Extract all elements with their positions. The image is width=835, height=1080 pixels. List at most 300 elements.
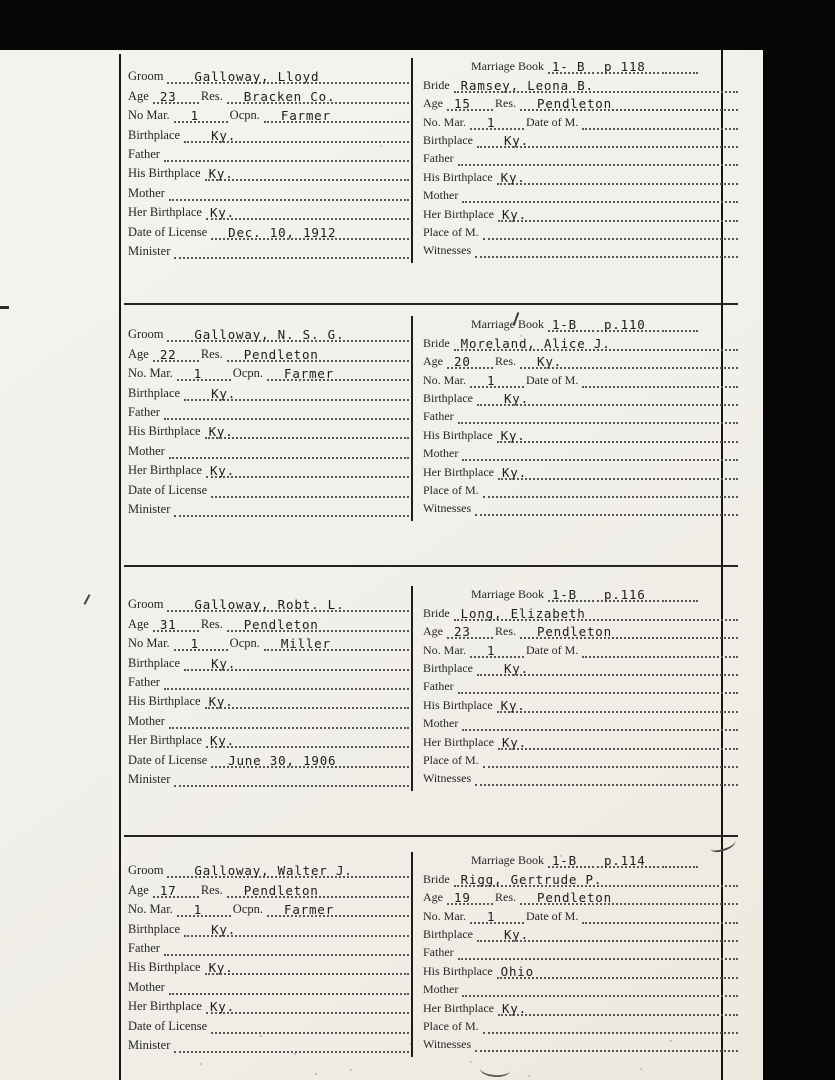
minister-row bbox=[128, 242, 411, 261]
no-mar-label: No. Mar. bbox=[423, 908, 466, 923]
res-label: Res. bbox=[200, 88, 223, 103]
birthplace-label: Birthplace bbox=[128, 921, 181, 936]
dotted-line bbox=[264, 106, 409, 123]
groom-age-res-row bbox=[128, 614, 411, 633]
bride-label: Bride bbox=[423, 335, 450, 350]
witnesses-row bbox=[423, 242, 740, 260]
bride-age-res-row bbox=[423, 353, 740, 371]
dotted-line bbox=[177, 364, 231, 381]
dotted-line bbox=[497, 962, 738, 979]
mother-label: Mother bbox=[128, 713, 165, 728]
dotted-line bbox=[548, 57, 594, 74]
marriage-record-3 bbox=[128, 586, 740, 791]
groom-her-birthplace-value: Ky. bbox=[209, 463, 235, 479]
age-label: Age bbox=[128, 882, 149, 897]
dotted-line bbox=[169, 442, 409, 459]
dotted-line bbox=[462, 444, 738, 461]
dotted-line bbox=[477, 925, 738, 942]
father-label: Father bbox=[128, 404, 160, 419]
bride-her-birthplace-value: Ky. bbox=[501, 206, 527, 222]
groom-mother-row bbox=[128, 441, 411, 460]
bride-his-birthplace-value: Ky. bbox=[500, 427, 526, 443]
groom-his-birthplace-row bbox=[128, 692, 411, 711]
groom-no-mar-value: 1 bbox=[193, 902, 203, 918]
birthplace-label: Birthplace bbox=[423, 390, 473, 405]
groom-mother-row bbox=[128, 711, 411, 730]
minister-row bbox=[128, 1036, 411, 1055]
dotted-line bbox=[582, 371, 738, 388]
groom-father-row bbox=[128, 673, 411, 692]
dotted-line bbox=[174, 1036, 409, 1053]
groom-birthplace-row bbox=[128, 383, 411, 402]
no-mar-label: No Mar. bbox=[128, 636, 170, 651]
groom-her-birthplace-value: Ky. bbox=[209, 205, 235, 221]
bride-father-row bbox=[423, 150, 740, 168]
no-mar-label: No. Mar. bbox=[423, 372, 466, 387]
ocpn-label: Ocpn. bbox=[229, 108, 260, 123]
dotted-line bbox=[177, 900, 231, 917]
dotted-line bbox=[662, 57, 698, 74]
dotted-line bbox=[548, 851, 594, 868]
her-birthplace-label: Her Birthplace bbox=[423, 206, 494, 221]
no-mar-label: No. Mar. bbox=[128, 366, 173, 381]
groom-her-birthplace-row bbox=[128, 997, 411, 1016]
witnesses-label: Witnesses bbox=[423, 771, 472, 786]
bride-column bbox=[413, 586, 740, 791]
bride-row bbox=[423, 604, 740, 622]
groom-birthplace-value: Ky. bbox=[211, 655, 237, 671]
dotted-line bbox=[520, 888, 738, 905]
groom-birthplace-value: Ky. bbox=[211, 127, 237, 143]
bride-his-birthplace-row bbox=[423, 168, 740, 186]
scan-artifact bbox=[480, 1061, 511, 1078]
marriage-book-label: Marriage Book bbox=[471, 59, 544, 74]
ocpn-label: Ocpn. bbox=[232, 366, 263, 381]
dotted-line bbox=[483, 223, 738, 240]
groom-row bbox=[128, 325, 411, 344]
res-label: Res. bbox=[495, 624, 516, 639]
dotted-line bbox=[454, 870, 738, 887]
bride-her-birthplace-row bbox=[423, 463, 740, 481]
dotted-line bbox=[458, 407, 738, 424]
bride-mother-row bbox=[423, 715, 740, 733]
dotted-line bbox=[447, 352, 493, 369]
dotted-line bbox=[184, 384, 409, 401]
age-label: Age bbox=[423, 96, 443, 111]
bride-father-row bbox=[423, 678, 740, 696]
his-birthplace-label: His Birthplace bbox=[128, 166, 201, 181]
witnesses-row bbox=[423, 500, 740, 518]
bride-mother-row bbox=[423, 445, 740, 463]
groom-res-value: Pendleton bbox=[243, 616, 319, 632]
groom-res-value: Pendleton bbox=[243, 346, 319, 362]
dotted-line bbox=[169, 184, 409, 201]
bride-birthplace-value: Ky. bbox=[503, 660, 529, 676]
bride-no-mar-value: 1 bbox=[487, 908, 496, 924]
groom-father-row bbox=[128, 939, 411, 958]
dotted-line bbox=[662, 585, 698, 602]
dotted-line bbox=[497, 426, 738, 443]
dotted-line bbox=[164, 673, 409, 690]
groom-label: Groom bbox=[128, 327, 164, 342]
birthplace-label: Birthplace bbox=[128, 385, 181, 400]
bride-column bbox=[413, 58, 740, 263]
dotted-line bbox=[498, 463, 738, 480]
marriage-book-page-value: p.110 bbox=[603, 317, 646, 333]
dotted-line bbox=[475, 1035, 738, 1052]
groom-row bbox=[128, 67, 411, 86]
dotted-line bbox=[164, 939, 409, 956]
marriage-book-label: Marriage Book bbox=[471, 853, 544, 868]
groom-column bbox=[128, 586, 411, 791]
dotted-line bbox=[477, 389, 738, 406]
marriage-book-label: Marriage Book bbox=[471, 587, 544, 602]
dotted-line bbox=[184, 654, 409, 671]
groom-no-mar-value: 1 bbox=[190, 636, 199, 652]
groom-his-birthplace-value: Ky. bbox=[208, 960, 234, 976]
dotted-line bbox=[164, 145, 409, 162]
bride-age-value: 20 bbox=[454, 354, 471, 370]
father-label: Father bbox=[128, 674, 160, 689]
dotted-line bbox=[498, 205, 738, 222]
dotted-line bbox=[470, 641, 524, 658]
bride-birthplace-row bbox=[423, 390, 740, 408]
bride-his-birthplace-value: Ky. bbox=[500, 697, 526, 713]
groom-marriage-occupation-row bbox=[128, 900, 411, 919]
groom-her-birthplace-row bbox=[128, 203, 411, 222]
scan-black-border-right bbox=[763, 0, 835, 1080]
groom-age-value: 23 bbox=[159, 88, 177, 104]
res-label: Res. bbox=[495, 96, 516, 111]
groom-his-birthplace-value: Ky. bbox=[208, 424, 234, 440]
bride-label: Bride bbox=[423, 77, 450, 92]
groom-age-value: 22 bbox=[159, 346, 177, 362]
marriage-record-4 bbox=[128, 852, 740, 1057]
mother-label: Mother bbox=[128, 979, 165, 994]
dotted-line bbox=[548, 315, 594, 332]
dotted-line bbox=[662, 315, 698, 332]
father-label: Father bbox=[128, 940, 160, 955]
dotted-line bbox=[227, 615, 409, 632]
groom-no-mar-value: 1 bbox=[190, 108, 199, 124]
bride-res-value: Pendleton bbox=[537, 96, 612, 112]
marriage-book-value: 1-B bbox=[551, 853, 577, 869]
dotted-line bbox=[458, 943, 738, 960]
groom-age-value: 17 bbox=[159, 882, 177, 898]
date-of-license-row bbox=[128, 480, 411, 499]
groom-father-row bbox=[128, 145, 411, 164]
witnesses-label: Witnesses bbox=[423, 1037, 472, 1052]
his-birthplace-label: His Birthplace bbox=[128, 694, 201, 709]
dotted-line bbox=[174, 242, 409, 259]
mother-label: Mother bbox=[423, 716, 459, 731]
groom-ocpn-value: Farmer bbox=[284, 902, 334, 918]
bride-marriage-date-row bbox=[423, 371, 740, 389]
groom-her-birthplace-row bbox=[128, 731, 411, 750]
bride-birthplace-value: Ky. bbox=[503, 390, 529, 406]
dotted-line bbox=[475, 499, 738, 516]
groom-marriage-occupation-row bbox=[128, 364, 411, 383]
groom-his-birthplace-value: Ky. bbox=[208, 166, 234, 182]
bride-name-value: Rigg, Gertrude P. bbox=[460, 871, 603, 887]
groom-column bbox=[128, 58, 411, 263]
birthplace-label: Birthplace bbox=[423, 926, 473, 941]
her-birthplace-label: Her Birthplace bbox=[423, 1000, 494, 1015]
dotted-line bbox=[267, 900, 409, 917]
date-of-m-label: Date of M. bbox=[526, 372, 579, 387]
record-divider bbox=[124, 835, 738, 837]
dotted-line bbox=[174, 106, 228, 123]
birthplace-label: Birthplace bbox=[128, 655, 181, 670]
groom-birthplace-row bbox=[128, 653, 411, 672]
marriage-book-value: 1-B bbox=[551, 587, 577, 603]
bride-label: Bride bbox=[423, 871, 450, 886]
bride-marriage-date-row bbox=[423, 641, 740, 659]
groom-marriage-occupation-row bbox=[128, 634, 411, 653]
dotted-line bbox=[206, 203, 409, 220]
groom-his-birthplace-row bbox=[128, 958, 411, 977]
bride-no-mar-value: 1 bbox=[487, 114, 496, 130]
dotted-line bbox=[447, 94, 493, 111]
mother-label: Mother bbox=[423, 446, 459, 461]
date-of-license-label: Date of License bbox=[128, 1018, 208, 1033]
groom-his-birthplace-row bbox=[128, 422, 411, 441]
his-birthplace-label: His Birthplace bbox=[423, 963, 493, 978]
groom-ocpn-value: Farmer bbox=[284, 366, 334, 382]
dotted-line bbox=[582, 113, 738, 130]
dotted-line bbox=[597, 57, 659, 74]
bride-row bbox=[423, 870, 740, 888]
birthplace-label: Birthplace bbox=[423, 132, 473, 147]
dotted-line bbox=[597, 851, 659, 868]
dotted-line bbox=[184, 920, 409, 937]
her-birthplace-label: Her Birthplace bbox=[423, 734, 494, 749]
minister-row bbox=[128, 500, 411, 519]
bride-birthplace-value: Ky. bbox=[503, 926, 529, 942]
place-of-m-label: Place of M. bbox=[423, 482, 479, 497]
res-label: Res. bbox=[200, 346, 223, 361]
minister-label: Minister bbox=[128, 1037, 171, 1052]
dotted-line bbox=[206, 997, 409, 1014]
bride-her-birthplace-value: Ky. bbox=[501, 1000, 527, 1016]
minister-label: Minister bbox=[128, 501, 171, 516]
dotted-line bbox=[462, 186, 738, 203]
bride-his-birthplace-row bbox=[423, 426, 740, 444]
mother-label: Mother bbox=[128, 443, 165, 458]
dotted-line bbox=[548, 585, 594, 602]
groom-marriage-occupation-row bbox=[128, 106, 411, 125]
his-birthplace-label: His Birthplace bbox=[423, 427, 493, 442]
bride-her-birthplace-value: Ky. bbox=[501, 734, 527, 750]
bride-column bbox=[413, 316, 740, 521]
dotted-line bbox=[470, 113, 524, 130]
dotted-line bbox=[227, 881, 409, 898]
bride-column bbox=[413, 852, 740, 1057]
dotted-line bbox=[470, 907, 524, 924]
her-birthplace-label: Her Birthplace bbox=[128, 463, 202, 478]
form-left-border bbox=[119, 54, 121, 1080]
bride-age-value: 19 bbox=[454, 890, 471, 906]
bride-his-birthplace-row bbox=[423, 962, 740, 980]
scan-black-border-top bbox=[0, 0, 835, 50]
groom-name-value: Galloway, Robt. L. bbox=[194, 597, 345, 613]
dotted-line bbox=[497, 168, 738, 185]
no-mar-label: No. Mar. bbox=[423, 642, 466, 657]
dotted-line bbox=[267, 364, 409, 381]
witnesses-label: Witnesses bbox=[423, 501, 472, 516]
bride-marriage-date-row bbox=[423, 113, 740, 131]
bride-age-value: 15 bbox=[454, 96, 471, 112]
marriage-book-value: 1- B bbox=[551, 59, 586, 75]
groom-father-row bbox=[128, 403, 411, 422]
bride-no-mar-value: 1 bbox=[487, 642, 496, 658]
groom-name-value: Galloway, Walter J. bbox=[194, 863, 353, 879]
place-of-m-label: Place of M. bbox=[423, 224, 479, 239]
minister-row bbox=[128, 770, 411, 789]
groom-her-birthplace-row bbox=[128, 461, 411, 480]
dotted-line bbox=[167, 861, 409, 878]
minister-label: Minister bbox=[128, 771, 171, 786]
groom-his-birthplace-value: Ky. bbox=[208, 694, 234, 710]
his-birthplace-label: His Birthplace bbox=[128, 960, 201, 975]
place-of-m-row bbox=[423, 752, 740, 770]
place-of-m-label: Place of M. bbox=[423, 1018, 479, 1033]
dotted-line bbox=[205, 422, 409, 439]
marriage-book-label: Marriage Book bbox=[471, 317, 544, 332]
dotted-line bbox=[169, 712, 409, 729]
bride-res-value: Ky. bbox=[537, 354, 562, 370]
bride-name-value: Long, Elizabeth bbox=[460, 605, 586, 621]
ocpn-label: Ocpn. bbox=[229, 636, 260, 651]
bride-her-birthplace-row bbox=[423, 205, 740, 223]
no-mar-label: No. Mar. bbox=[423, 114, 466, 129]
bride-no-mar-value: 1 bbox=[487, 372, 496, 388]
marriage-book-row bbox=[423, 58, 740, 76]
father-label: Father bbox=[423, 151, 454, 166]
place-of-m-row bbox=[423, 1018, 740, 1036]
bride-name-value: Ramsey, Leona B. bbox=[460, 77, 594, 93]
bride-her-birthplace-row bbox=[423, 733, 740, 751]
bride-mother-row bbox=[423, 981, 740, 999]
dotted-line bbox=[227, 87, 409, 104]
groom-birthplace-row bbox=[128, 125, 411, 144]
age-label: Age bbox=[128, 616, 149, 631]
dotted-line bbox=[169, 978, 409, 995]
scan-artifact bbox=[0, 306, 9, 309]
date-of-license-label: Date of License bbox=[128, 752, 208, 767]
marriage-record-1 bbox=[128, 58, 740, 263]
date-of-m-label: Date of M. bbox=[526, 114, 579, 129]
dotted-line bbox=[597, 315, 659, 332]
groom-birthplace-row bbox=[128, 919, 411, 938]
date-of-license-value: Dec. 10, 1912 bbox=[228, 224, 337, 240]
bride-marriage-date-row bbox=[423, 907, 740, 925]
dotted-line bbox=[227, 345, 409, 362]
scan-artifact bbox=[84, 594, 91, 605]
dotted-line bbox=[447, 888, 493, 905]
bride-birthplace-row bbox=[423, 660, 740, 678]
bride-father-row bbox=[423, 408, 740, 426]
groom-label: Groom bbox=[128, 69, 164, 84]
age-label: Age bbox=[128, 346, 149, 361]
place-of-m-row bbox=[423, 224, 740, 242]
marriage-book-row bbox=[423, 586, 740, 604]
groom-age-value: 31 bbox=[159, 616, 177, 632]
dotted-line bbox=[167, 67, 409, 84]
age-label: Age bbox=[128, 88, 149, 103]
groom-name-value: Galloway, N. S. G. bbox=[194, 327, 345, 343]
bride-birthplace-row bbox=[423, 132, 740, 150]
marriage-book-page-value: p.114 bbox=[603, 853, 646, 869]
dotted-line bbox=[264, 634, 409, 651]
no-mar-label: No Mar. bbox=[128, 108, 170, 123]
dotted-line bbox=[582, 907, 738, 924]
dotted-line bbox=[211, 223, 409, 240]
dotted-line bbox=[454, 76, 738, 93]
groom-row bbox=[128, 861, 411, 880]
place-of-m-label: Place of M. bbox=[423, 752, 479, 767]
date-of-license-label: Date of License bbox=[128, 482, 208, 497]
mother-label: Mother bbox=[423, 982, 459, 997]
record-divider bbox=[124, 565, 738, 567]
bride-mother-row bbox=[423, 187, 740, 205]
dotted-line bbox=[662, 851, 698, 868]
her-birthplace-label: Her Birthplace bbox=[128, 999, 202, 1014]
dotted-line bbox=[153, 345, 199, 362]
date-of-license-value: June 30, 1906 bbox=[228, 752, 337, 768]
groom-mother-row bbox=[128, 183, 411, 202]
bride-age-res-row bbox=[423, 889, 740, 907]
father-label: Father bbox=[423, 945, 454, 960]
father-label: Father bbox=[128, 146, 160, 161]
dotted-line bbox=[520, 352, 738, 369]
groom-birthplace-value: Ky. bbox=[211, 921, 237, 937]
dotted-line bbox=[184, 126, 409, 143]
dotted-line bbox=[211, 751, 409, 768]
date-of-license-label: Date of License bbox=[128, 224, 208, 239]
place-of-m-row bbox=[423, 482, 740, 500]
groom-label: Groom bbox=[128, 597, 164, 612]
bride-father-row bbox=[423, 944, 740, 962]
age-label: Age bbox=[423, 624, 443, 639]
age-label: Age bbox=[423, 890, 443, 905]
bride-birthplace-value: Ky. bbox=[503, 132, 529, 148]
his-birthplace-label: His Birthplace bbox=[423, 697, 493, 712]
groom-age-res-row bbox=[128, 86, 411, 105]
res-label: Res. bbox=[495, 890, 516, 905]
witnesses-row bbox=[423, 770, 740, 788]
dotted-line bbox=[174, 770, 409, 787]
res-label: Res. bbox=[495, 354, 516, 369]
dotted-line bbox=[497, 696, 738, 713]
bride-res-value: Pendleton bbox=[537, 624, 612, 640]
bride-her-birthplace-row bbox=[423, 999, 740, 1017]
scanned-page bbox=[0, 50, 763, 1080]
groom-label: Groom bbox=[128, 863, 164, 878]
groom-row bbox=[128, 595, 411, 614]
dotted-line bbox=[498, 999, 738, 1016]
dotted-line bbox=[211, 1017, 409, 1034]
dotted-line bbox=[477, 659, 738, 676]
dotted-line bbox=[174, 500, 409, 517]
dotted-line bbox=[483, 1017, 738, 1034]
bride-label: Bride bbox=[423, 605, 450, 620]
her-birthplace-label: Her Birthplace bbox=[128, 733, 202, 748]
dotted-line bbox=[153, 87, 199, 104]
witnesses-row bbox=[423, 1036, 740, 1054]
ocpn-label: Ocpn. bbox=[232, 902, 263, 917]
groom-her-birthplace-value: Ky. bbox=[209, 999, 235, 1015]
